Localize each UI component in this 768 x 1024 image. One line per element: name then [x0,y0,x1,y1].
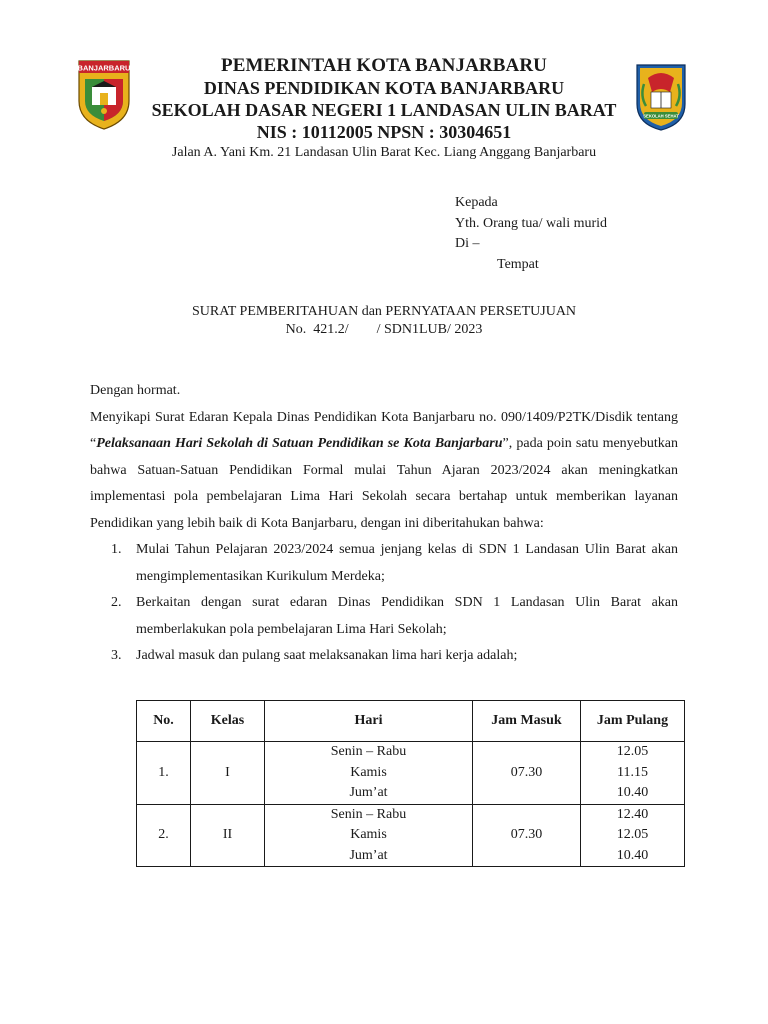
cell-hari-line: Senin – Rabu [330,806,407,822]
cell-jam-pulang [581,804,685,867]
cell-jam-pulang-line: 10.40 [616,847,649,863]
cell-hari-line: Jum’at [349,785,388,800]
list-item [90,590,678,643]
table-row [137,804,685,867]
letterhead-nis-npsn: NIS : 10112005 NPSN : 30304651 [256,122,512,142]
cell-hari-line: Kamis [350,764,387,780]
cell-jam-pulang-line: 12.05 [616,827,649,842]
recipient-tempat: Tempat [497,256,539,272]
list-item [90,537,678,590]
header-jam-masuk: Jam Masuk [473,701,581,742]
cell-hari-line: Jum’at [349,847,388,863]
list-item-text: Mulai Tahun Pelajaran 2023/2024 semua jenjang kelas di SDN 1 Landasan Ulin Barat akan mengimplementasikan Kurikulum Merdeka; [136,542,678,584]
cell-jam-pulang-line: 11.15 [617,764,648,780]
cell-jam-pulang-line: 10.40 [616,785,649,800]
list-item-number: 1. [111,542,122,557]
greeting: Dengan hormat. [90,383,181,398]
cell-kelas: II [191,804,265,867]
intro-paragraph [90,405,678,538]
table-header-row [137,701,685,742]
header-kelas: Kelas [191,701,265,742]
recipient-name: Yth. Orang tua/ wali murid [455,215,608,231]
letter-title-heading: SURAT PEMBERITAHUAN dan PERNYATAAN PERSETUJUAN [191,304,577,319]
cell-no: 2. [137,804,191,867]
logo-left-text: BANJARBARU [77,63,131,73]
list-item-number: 2. [111,595,122,610]
letterhead-school-name: SEKOLAH DASAR NEGERI 1 LANDASAN ULIN BARAT [151,100,617,120]
circular-title: Pelaksanaan Hari Sekolah di Satuan Pendidikan se Kota Banjarbaru [96,436,503,451]
logo-right-text: SEKOLAH SEHAT [643,113,679,119]
header-jam-pulang: Jam Pulang [581,701,685,742]
list-item-text: Jadwal masuk dan pulang saat melaksanakan lima hari kerja adalah; [136,648,518,663]
list-item [90,643,678,670]
cell-hari [265,742,473,805]
list-item-text: Berkaitan dengan surat edaran Dinas Pendidikan SDN 1 Landasan Ulin Barat akan memberlakukan pola pembelajaran Lima Hari Sekolah; [136,595,678,637]
letter-number: No. 421.2/ / SDN1LUB/ 2023 [285,322,483,337]
cell-jam-pulang [581,742,685,805]
letterhead [120,54,648,144]
cell-hari [265,804,473,867]
recipient-kepada: Kepada [455,195,498,210]
list-item-number: 3. [111,648,122,663]
cell-jam-pulang-line: 12.05 [616,744,649,759]
schedule-table [136,700,685,867]
intro-text-part2: ”, pada poin satu menyebutkan bahwa Satuan-Satuan Pendidikan Formal mulai Tahun Ajaran 2023/2024 akan meningkatkan implementasi pola pembelajaran Lima Hari Sekolah secara bertahap untuk memberikan layanan Pendidikan yang lebih baik di Kota Banjarbaru, dengan ini diberitahukan bahwa: [90,436,678,531]
recipient-di: Di – [455,236,480,251]
cell-jam-pulang-line: 12.40 [616,806,649,822]
cell-kelas: I [191,742,265,805]
letterhead-department: DINAS PENDIDIKAN KOTA BANJARBARU [203,78,565,98]
intro-text-part1: Menyikapi Surat Edaran Kepala Dinas Pendidikan Kota Banjarbaru no. 090/1409/P2TK/Disdik tentang “ [90,409,678,451]
header-no: No. [137,701,191,742]
letter-title [90,303,678,339]
cell-jam-masuk: 07.30 [473,742,581,805]
letter-body [90,378,678,670]
cell-hari-line: Kamis [350,827,387,842]
cell-no: 1. [137,742,191,805]
recipient-block [455,193,607,275]
header-hari: Hari [265,701,473,742]
cell-hari-line: Senin – Rabu [330,744,407,759]
school-address: Jalan A. Yani Km. 21 Landasan Ulin Barat Kec. Liang Anggang Banjarbaru [171,145,597,160]
cell-jam-masuk: 07.30 [473,804,581,867]
numbered-list [90,537,678,670]
table-row [137,742,685,805]
letterhead-government: PEMERINTAH KOTA BANJARBARU [221,55,547,76]
